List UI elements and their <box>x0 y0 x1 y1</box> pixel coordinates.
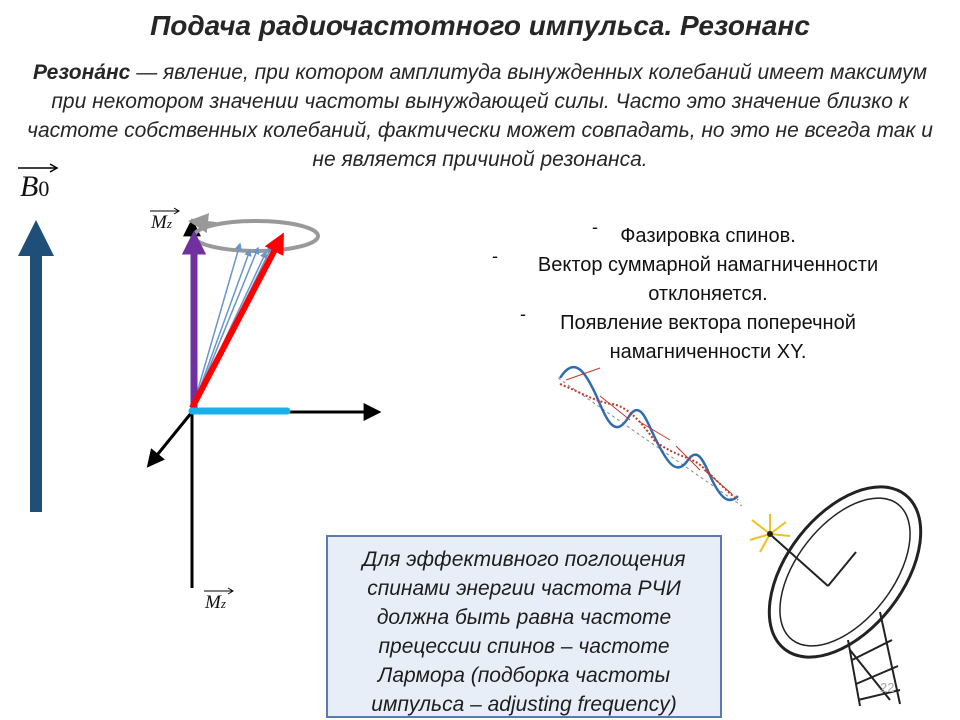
bullet-item: - Вектор суммарной намагниченности отклоняется. <box>492 246 879 305</box>
page-number: 22 <box>880 680 895 695</box>
bullet-list <box>478 217 938 367</box>
satellite-dish-icon <box>739 459 951 706</box>
precession-ellipse <box>194 221 318 251</box>
rf-wave <box>558 367 742 506</box>
slide-title: Подача радиочастотного импульса. Резонанс <box>150 10 810 41</box>
tilted-magnetization-vector <box>192 240 280 408</box>
mz-top-label: Mz <box>151 212 172 233</box>
resonance-callout-box <box>326 535 722 718</box>
definition-term: Резона́нс <box>32 61 131 84</box>
bullet-item: - Появление вектора поперечной намагниченности XY. <box>520 304 856 363</box>
bullet-item: - Фазировка спинов. <box>592 217 796 247</box>
definition-text: — явление, при котором амплитуда вынужденных колебаний имеет максимум при некотором значении частоты вынуждающей силы. Часто это значение близко к частоте собственных колебаний, фактически может совпадать, но это не всегда так и не является причиной резонанса. <box>27 61 933 171</box>
b0-label: B0 <box>20 170 50 203</box>
callout-text: Для эффективного поглощения спинами энергии частота РЧИ должна быть равна частоте прецессии спинов – частоте Лармора (подборка частоты импульса – adjusting frequency) <box>362 548 686 716</box>
mz-bottom-label: Mz <box>205 592 226 613</box>
